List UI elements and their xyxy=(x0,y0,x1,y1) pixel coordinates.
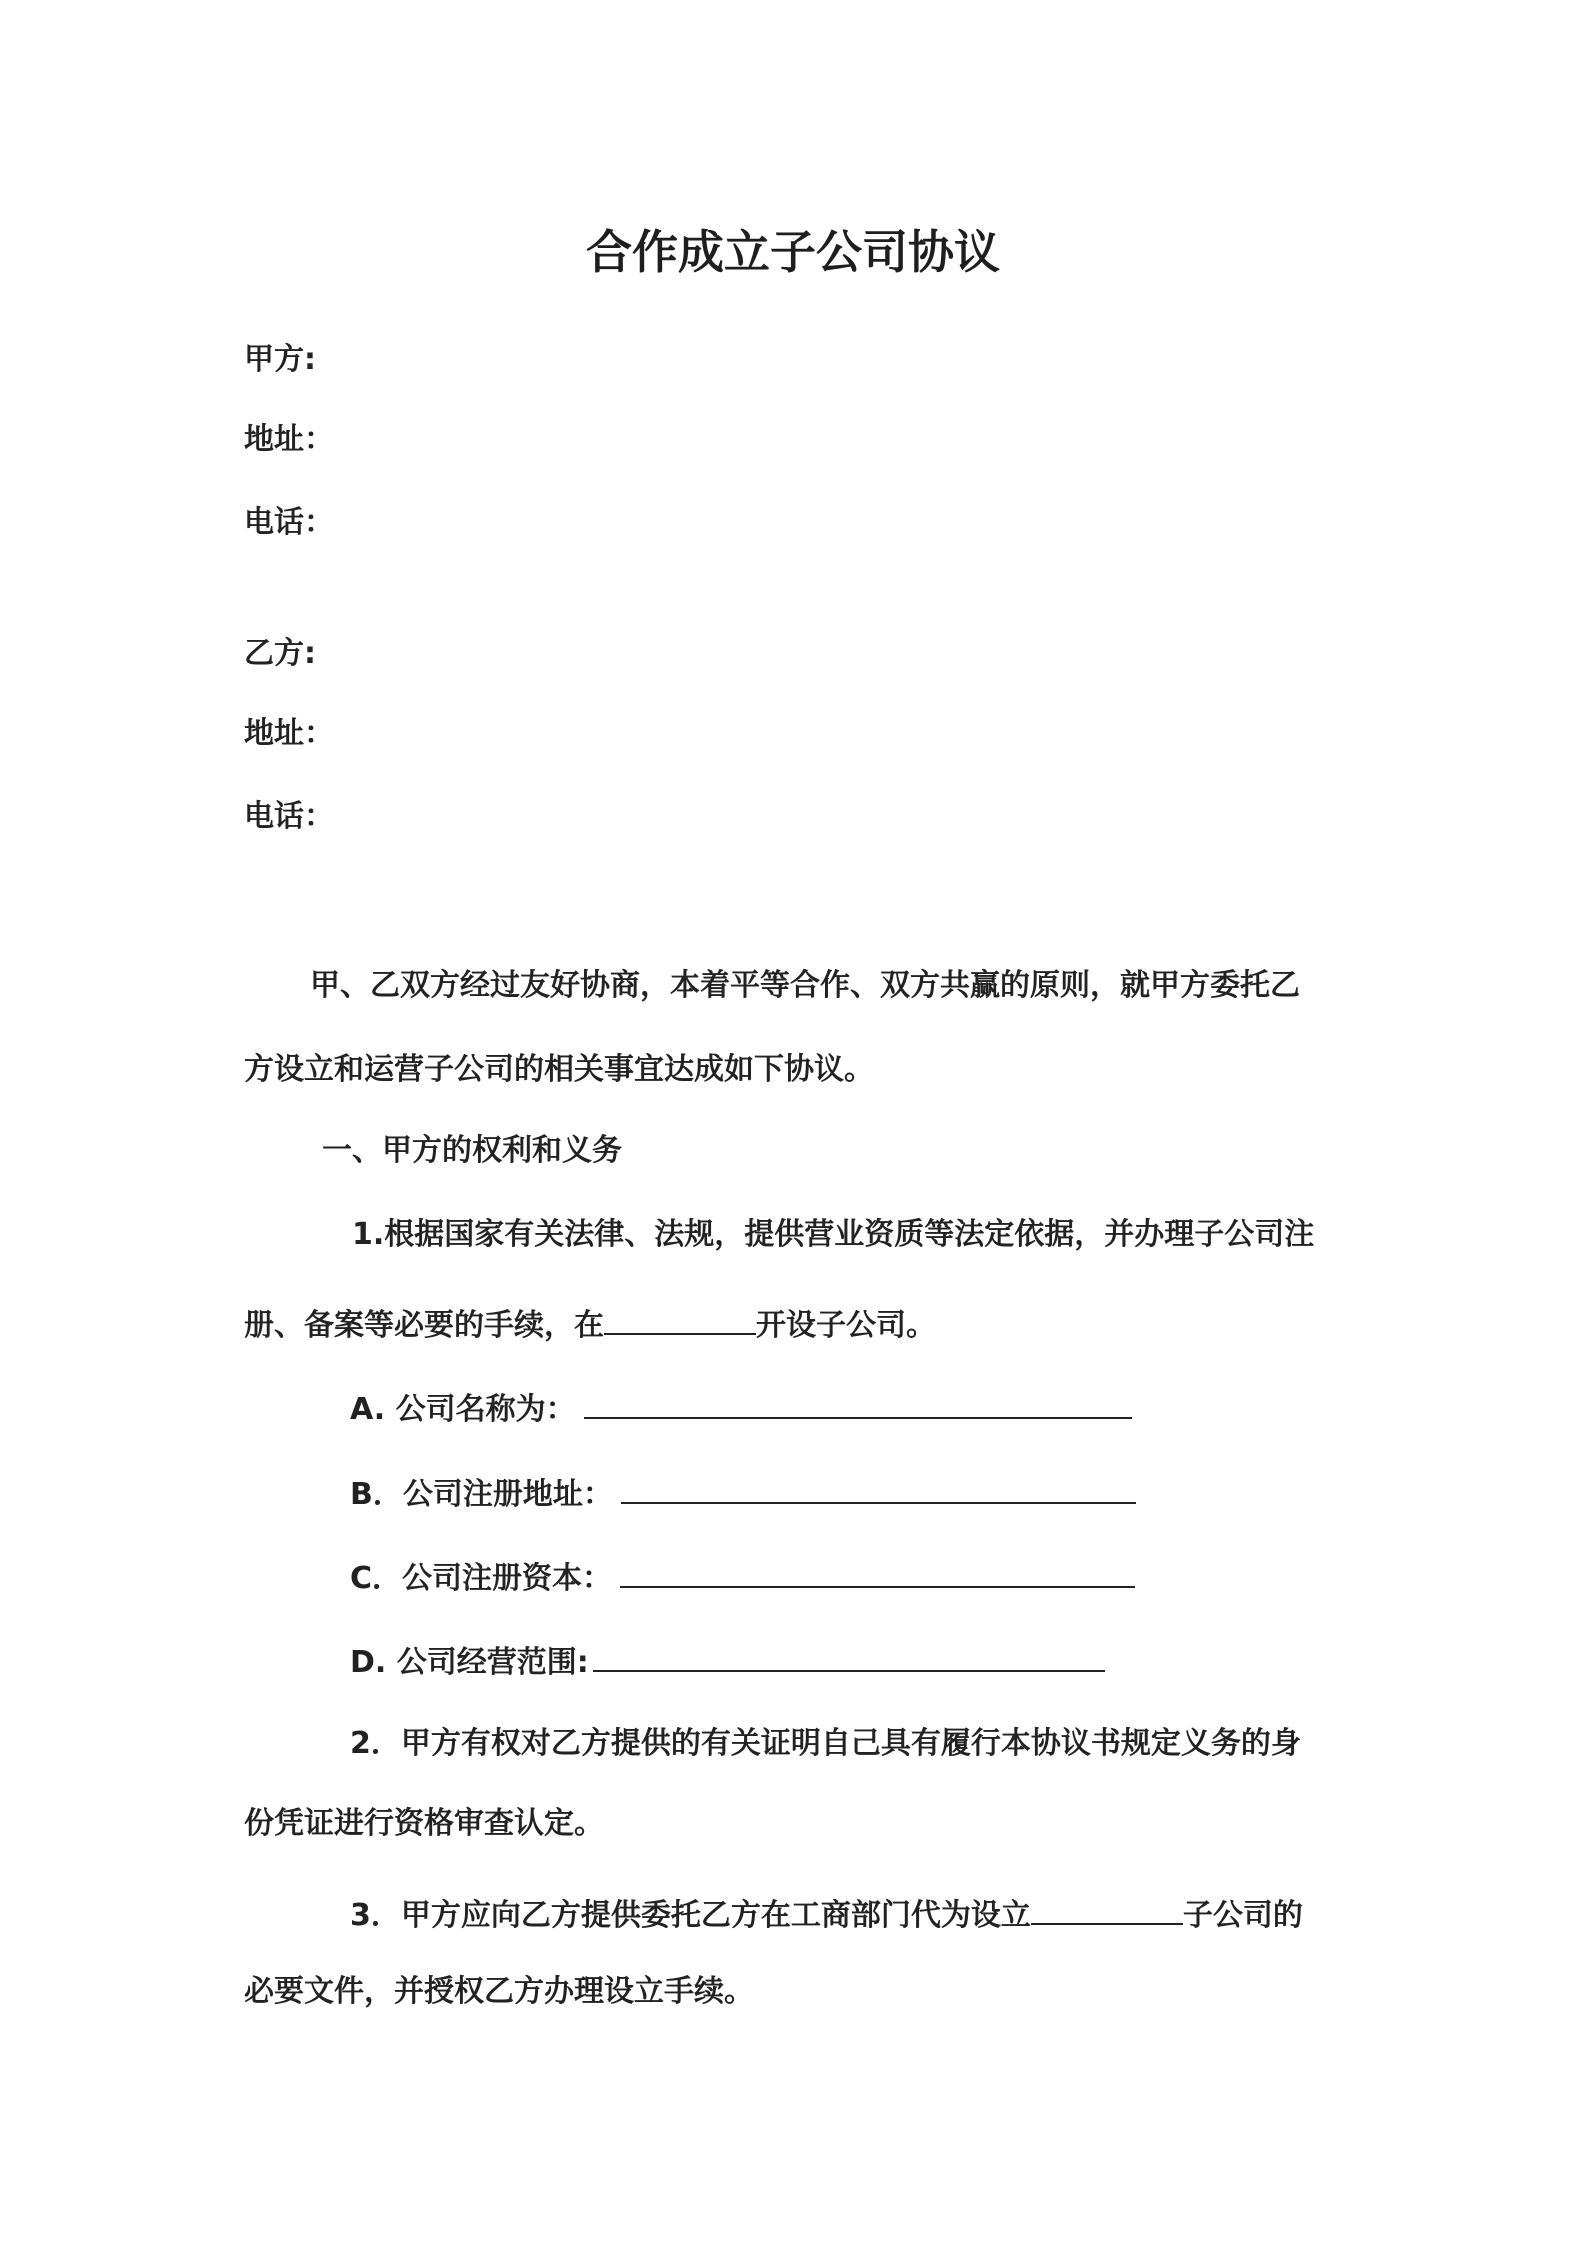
subsidiary-blank xyxy=(1031,1893,1183,1925)
item-3-text-before: 3．甲方应向乙方提供委托乙方在工商部门代为设立 xyxy=(350,1898,1031,1933)
party-b-phone-label: 电话： xyxy=(244,799,334,834)
city-blank xyxy=(604,1303,756,1335)
item-3-line-1 xyxy=(350,1893,1303,1936)
field-label: B．公司注册地址： xyxy=(350,1477,613,1512)
field-blank-line xyxy=(620,1556,1135,1588)
field-registered-capital xyxy=(350,1556,1135,1599)
party-a-phone-label: 电话： xyxy=(244,505,334,540)
item-2-line-1: 2．甲方有权对乙方提供的有关证明自己具有履行本协议书规定义务的身 xyxy=(350,1726,1301,1761)
party-b-address-label: 地址： xyxy=(244,716,334,751)
field-label: A. 公司名称为： xyxy=(350,1392,576,1427)
field-label: D. 公司经营范围: xyxy=(350,1645,589,1680)
party-b-label: 乙方: xyxy=(244,636,316,671)
item-1-text-before: 册、备案等必要的手续，在 xyxy=(244,1308,604,1343)
field-business-scope xyxy=(350,1640,1105,1683)
document-title: 合作成立子公司协议 xyxy=(586,225,1000,279)
section-1-heading: 一、甲方的权利和义务 xyxy=(322,1133,622,1168)
item-3-line-2: 必要文件，并授权乙方办理设立手续。 xyxy=(244,1974,754,2009)
item-1-line-2 xyxy=(244,1303,936,1346)
field-registered-address xyxy=(350,1472,1136,1515)
party-a-label: 甲方: xyxy=(244,342,316,377)
field-company-name xyxy=(350,1387,1132,1430)
field-blank-line xyxy=(593,1640,1105,1672)
preamble-line-2: 方设立和运营子公司的相关事宜达成如下协议。 xyxy=(244,1052,874,1087)
party-a-address-label: 地址： xyxy=(244,422,334,457)
field-blank-line xyxy=(584,1387,1132,1419)
preamble-line-1: 甲、乙双方经过友好协商，本着平等合作、双方共赢的原则，就甲方委托乙 xyxy=(310,968,1300,1003)
field-blank-line xyxy=(621,1472,1136,1504)
item-2-line-2: 份凭证进行资格审查认定。 xyxy=(244,1806,604,1841)
item-1-text-after: 开设子公司。 xyxy=(756,1308,936,1343)
field-label: C．公司注册资本： xyxy=(350,1561,613,1596)
item-1-line-1: 1.根据国家有关法律、法规，提供营业资质等法定依据，并办理子公司注 xyxy=(352,1217,1315,1252)
item-3-text-after: 子公司的 xyxy=(1182,1898,1303,1933)
